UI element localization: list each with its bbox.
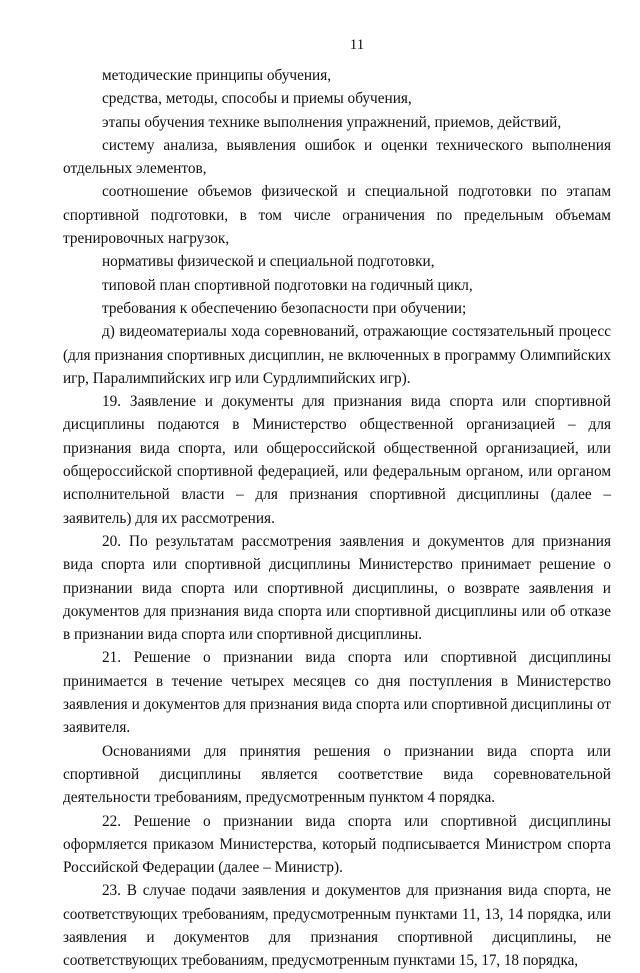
paragraph-teaching-principles: методические принципы обучения, [102, 67, 332, 84]
paragraph-fitness-norms: нормативы физической и специальной подготовки, [102, 253, 435, 271]
paragraph-technique-stages: этапы обучения технике выполнения упражнений, приемов, действий, [102, 113, 562, 131]
paragraph-safety-requirements: требования к обеспечению безопасности при обучении; [102, 299, 467, 317]
paragraph-clause-20: 20. По результатам рассмотрения заявления и документов для признания вида спорта или спортивной дисциплины Министерство принимает решение о признании вида спорта или спортивной дисциплины, о возврате заявления и документов для признания вида спорта или спортивной дисциплины или об отказе в признании вида спорта или спортивной дисциплины. [63, 532, 611, 644]
paragraph-error-analysis: систему анализа, выявления ошибок и оценки технического выполнения отдельных элементов, [63, 136, 611, 178]
paragraph-training-volumes: соотношение объемов физической и специальной подготовки по этапам спортивной подготовки, в том числе ограничения по предельным объемам тренировочных нагрузок, [63, 183, 611, 248]
paragraph-clause-19: 19. Заявление и документы для признания вида спорта или спортивной дисциплины подаются в Министерство общественной организацией – для признания вида спорта, или общероссийской общественной организацией, или общероссийской спортивной федерацией, или федеральным органом, или органом исполнительной власти – для признания спортивной дисциплины (далее – заявитель) для их рассмотрения. [63, 393, 611, 527]
paragraph-clause-21-grounds: Основаниями для принятия решения о признании вида спорта или спортивной дисциплины является соответствие вида соревновательной деятельности требованиям, предусмотренным пунктом 4 порядка. [63, 742, 611, 807]
paragraph-annual-plan: типовой план спортивной подготовки на годичный цикл, [102, 276, 473, 294]
page-number: 11 [349, 37, 365, 53]
paragraph-clause-23: 23. В случае подачи заявления и документов для признания вида спорта, не соответствующих требованиям, предусмотренным пунктами 11, 13, 14 порядка, или заявления и документов для признания спортивной дисциплины, не соответствующих требованиям, предусмотренным пунктами 15, 17, 18 порядка, [63, 882, 611, 970]
paragraph-teaching-means: средства, методы, способы и приемы обучения, [102, 90, 412, 108]
paragraph-clause-21: 21. Решение о признании вида спорта или спортивной дисциплины принимается в течение четырех месяцев со дня поступления в Министерство заявления и документов для признания вида спорта или спортивной дисциплины от заявителя. [63, 649, 611, 737]
paragraph-item-d-videos: д) видеоматериалы хода соревнований, отражающие состязательный процесс (для признания спортивных дисциплин, не включенных в программу Олимпийских игр, Паралимпийских игр или Сурдлимпийских игр). [63, 323, 611, 387]
paragraph-clause-22: 22. Решение о признании вида спорта или спортивной дисциплины оформляется приказом Министерства, который подписывается Министром спорта Российской Федерации (далее – Министр). [63, 812, 611, 877]
